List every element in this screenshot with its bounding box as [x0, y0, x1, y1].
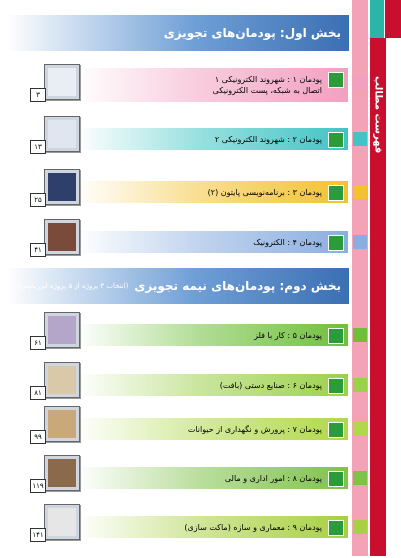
- page-number: ۹۹: [30, 430, 46, 444]
- module-bar[interactable]: [76, 128, 348, 150]
- section-1-title: بخش اول: پودمان‌های تجویزی: [163, 26, 341, 40]
- module-bar[interactable]: [76, 231, 348, 253]
- module-marker-icon: [328, 235, 344, 251]
- page-number: ۱۱۹: [30, 479, 46, 493]
- module-row[interactable]: [30, 510, 348, 550]
- module-color-square: [353, 422, 367, 436]
- module-title: پودمان ۴ : الکترونیک: [253, 237, 322, 247]
- module-title: پودمان ۵ : کار با فلز: [254, 330, 322, 340]
- module-color-square: [353, 76, 367, 90]
- module-thumbnail: [44, 362, 80, 398]
- module-subtitle: اتصال به شبکه، پست الکترونیکی: [212, 86, 322, 95]
- module-bar[interactable]: [76, 467, 348, 489]
- section-1-header: [6, 15, 349, 51]
- module-title: پودمان ۷ : پرورش و نگهداری از حیوانات: [187, 424, 322, 434]
- module-marker-icon: [328, 185, 344, 201]
- module-color-square: [353, 185, 367, 199]
- module-thumbnail: [44, 406, 80, 442]
- module-color-square: [353, 471, 367, 485]
- module-marker-icon: [328, 72, 344, 88]
- page-number: ۳: [30, 88, 46, 102]
- module-title: پودمان ۱ : شهروند الکترونیکی ۱: [214, 75, 322, 84]
- module-marker-icon: [328, 132, 344, 148]
- page-number: ۸۱: [30, 386, 46, 400]
- module-color-square: [353, 235, 367, 249]
- section-2-subtitle: (انتخاب ۳ پروژه از ۵ پروژه این بخش): [18, 282, 129, 290]
- module-row[interactable]: [30, 175, 348, 215]
- page-number: ۴۱: [30, 243, 46, 257]
- module-row[interactable]: [30, 318, 348, 358]
- module-color-square: [353, 328, 367, 342]
- page-number: ۶۱: [30, 336, 46, 350]
- section-2-title: بخش دوم: پودمان‌های نیمه تجویزی: [134, 279, 341, 293]
- module-bar[interactable]: [76, 374, 348, 396]
- module-marker-icon: [328, 378, 344, 394]
- module-title: پودمان ۶ : صنایع دستی (بافت): [219, 380, 322, 390]
- module-bar[interactable]: [76, 516, 348, 538]
- sidebar-title: فهرست مطالب: [372, 76, 384, 154]
- module-title: پودمان ۹ : معماری و سازه (ماکت سازی): [184, 522, 322, 532]
- page-number: ۱۴۱: [30, 528, 46, 542]
- module-thumbnail: [44, 116, 80, 152]
- module-color-square: [353, 520, 367, 534]
- module-row[interactable]: [30, 412, 348, 452]
- module-bar[interactable]: [76, 181, 348, 203]
- module-color-square: [353, 132, 367, 146]
- module-row[interactable]: [30, 122, 348, 162]
- module-thumbnail: [44, 169, 80, 205]
- page-number: ۲۵: [30, 193, 46, 207]
- top-color-stripes: [352, 0, 401, 38]
- module-marker-icon: [328, 520, 344, 536]
- module-title: پودمان ۸ : امور اداری و مالی: [224, 473, 322, 483]
- module-bar[interactable]: [76, 68, 348, 102]
- module-title: پودمان ۳ : برنامه‌نویسی پایتون (۲): [207, 187, 322, 197]
- module-thumbnail: [44, 64, 80, 100]
- module-marker-icon: [328, 328, 344, 344]
- module-bar[interactable]: [76, 418, 348, 440]
- section-2-header: [6, 268, 349, 304]
- module-thumbnail: [44, 504, 80, 540]
- module-row[interactable]: [30, 461, 348, 501]
- page-number: ۱۳: [30, 140, 46, 154]
- module-thumbnail: [44, 312, 80, 348]
- module-marker-icon: [328, 471, 344, 487]
- module-row[interactable]: [30, 70, 348, 110]
- module-thumbnail: [44, 219, 80, 255]
- module-thumbnail: [44, 455, 80, 491]
- module-bar[interactable]: [76, 324, 348, 346]
- module-title: پودمان ۲ : شهروند الکترونیکی ۲: [214, 134, 322, 144]
- module-marker-icon: [328, 422, 344, 438]
- module-row[interactable]: [30, 368, 348, 408]
- module-row[interactable]: [30, 225, 348, 265]
- module-color-square: [353, 378, 367, 392]
